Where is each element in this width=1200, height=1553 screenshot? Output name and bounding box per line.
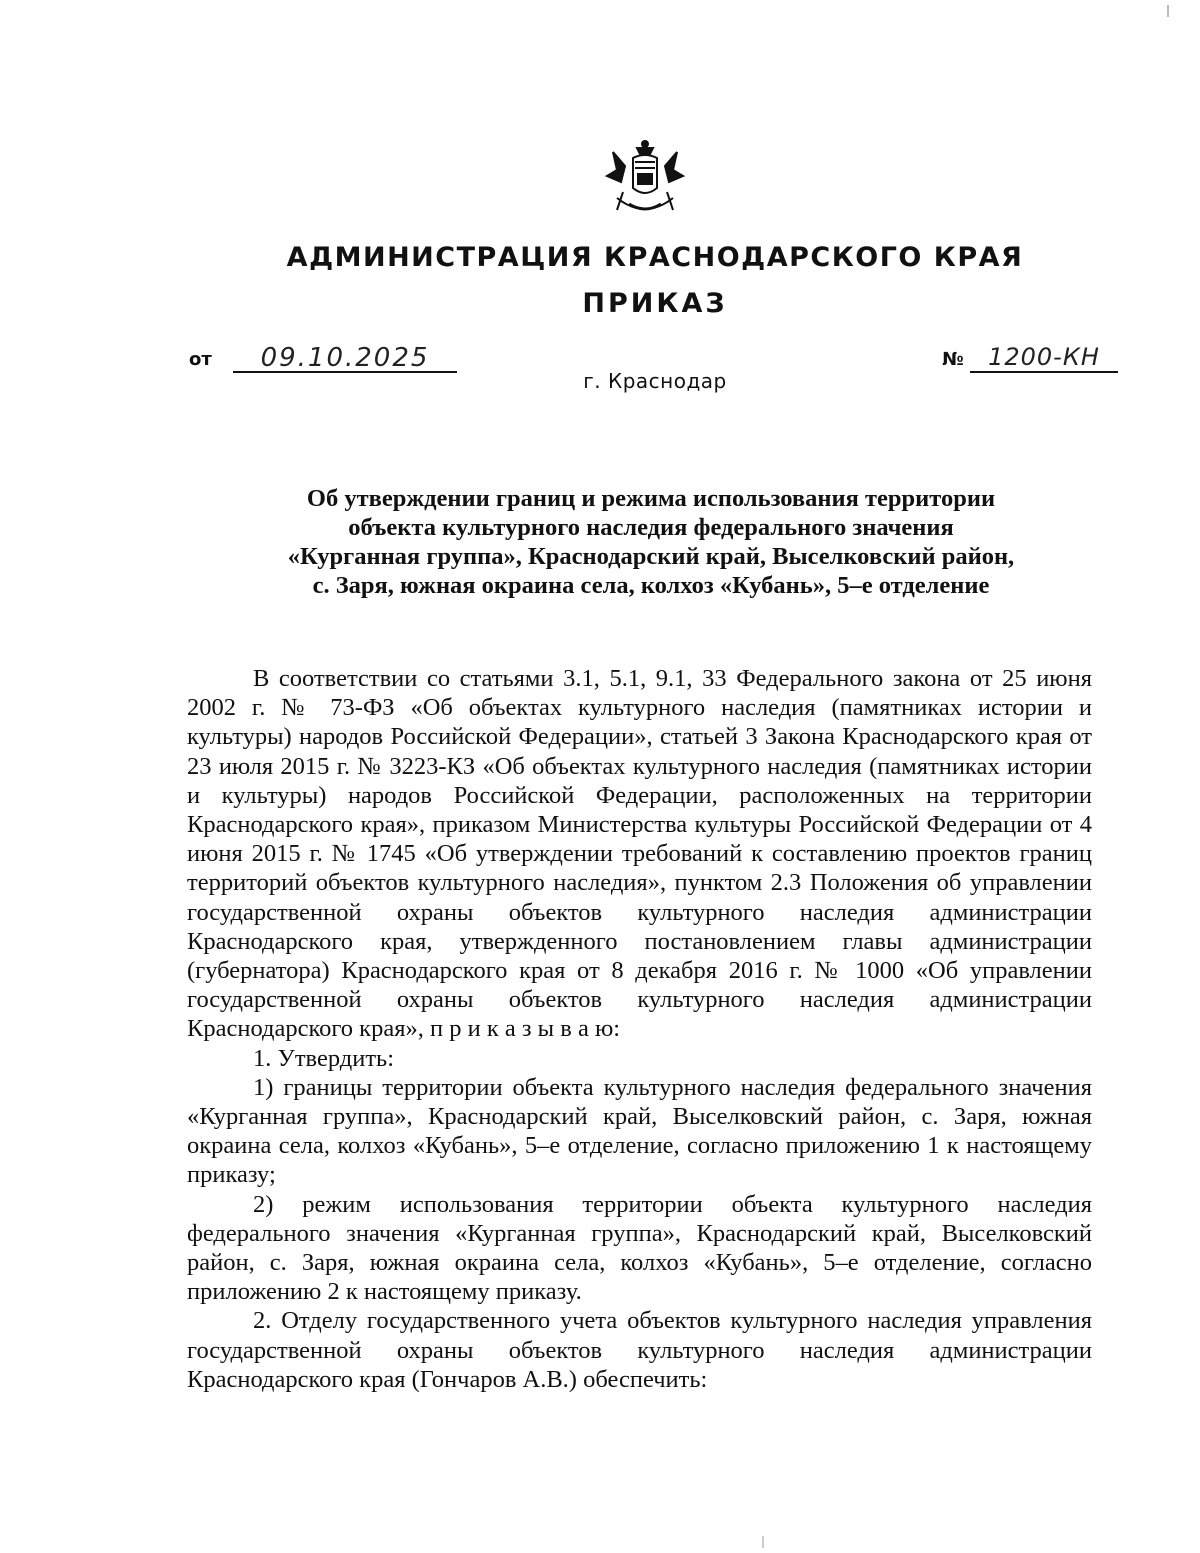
title-line: Об утверждении границ и режима использования территории [306, 485, 996, 512]
scan-mark [1167, 5, 1175, 17]
title-line: «Курганная группа», Краснодарский край, Выселковский район, [287, 543, 1015, 570]
title-line: с. Заря, южная окраина села, колхоз «Кубань», 5–е отделение [312, 572, 990, 599]
preamble-text: В соответствии со статьями 3.1, 5.1, 9.1, 33 Федерального закона от 25 июня 2002 г. № 73-ФЗ «Об объектах культурного наследия (памятниках истории и культуры) народов Российской Федерации», статьей 3 Закона Краснодарского края от 23 июля 2015 г. № 3223-КЗ «Об объектах культурного наследия (памятниках истории и культуры) народов Российской Федерации, расположенных на территории Краснодарского края», приказом Министерства культуры Российской Федерации от 4 июня 2015 г. № 1745 «Об утверждении требований к составлению проектов границ территорий объектов культурного наследия», пунктом 2.3 Положения об управлении государственной охраны объектов культурного наследия администрации Краснодарского края, утвержденного постановлением главы администрации (губернатора) Краснодарского края от 8 декабря 2016 г. № 1000 «Об управлении государственной охраны объектов культурного наследия администрации Краснодарского края», [187, 665, 1092, 1043]
item-1-1: 1) границы территории объекта культурного наследия федерального значения «Курганная группа», Краснодарский край, Выселковский район, с. Заря, южная окраина села, колхоз «Кубань», 5–е отделение, согласно приложению 1 к настоящему приказу; [187, 1073, 1092, 1189]
number-label: № [942, 349, 964, 370]
item-1-2: 2) режим использования территории объекта культурного наследия федерального значения «Курганная группа», Краснодарский край, Выселковский район, с. Заря, южная окраина села, колхоз «Кубань», 5–е отделение, согласно приложению 2 к настоящему приказу. [187, 1190, 1092, 1306]
document-type: ПРИКАЗ [582, 288, 728, 319]
order-word: п р и к а з ы в а ю: [429, 1015, 621, 1043]
document-body [187, 664, 1092, 1394]
item-1: 1. Утвердить: [253, 1044, 395, 1072]
document-title [190, 484, 1112, 600]
organization-name: АДМИНИСТРАЦИЯ КРАСНОДАРСКОГО КРАЯ [286, 242, 1024, 273]
city: г. Краснодар [583, 369, 727, 393]
preamble-paragraph [187, 664, 1092, 1044]
date-label: от [189, 349, 212, 370]
coat-of-arms-icon [603, 138, 687, 220]
date-value: 09.10.2025 [233, 343, 457, 373]
number-value: 1200-КН [970, 343, 1118, 373]
scan-mark [762, 1536, 764, 1548]
item-2: 2. Отделу государственного учета объектов культурного наследия управления государственной охраны объектов культурного наследия администрации Краснодарского края (Гончаров А.В.) обеспечить: [187, 1307, 1092, 1393]
title-line: объекта культурного наследия федерального значения [348, 514, 954, 541]
